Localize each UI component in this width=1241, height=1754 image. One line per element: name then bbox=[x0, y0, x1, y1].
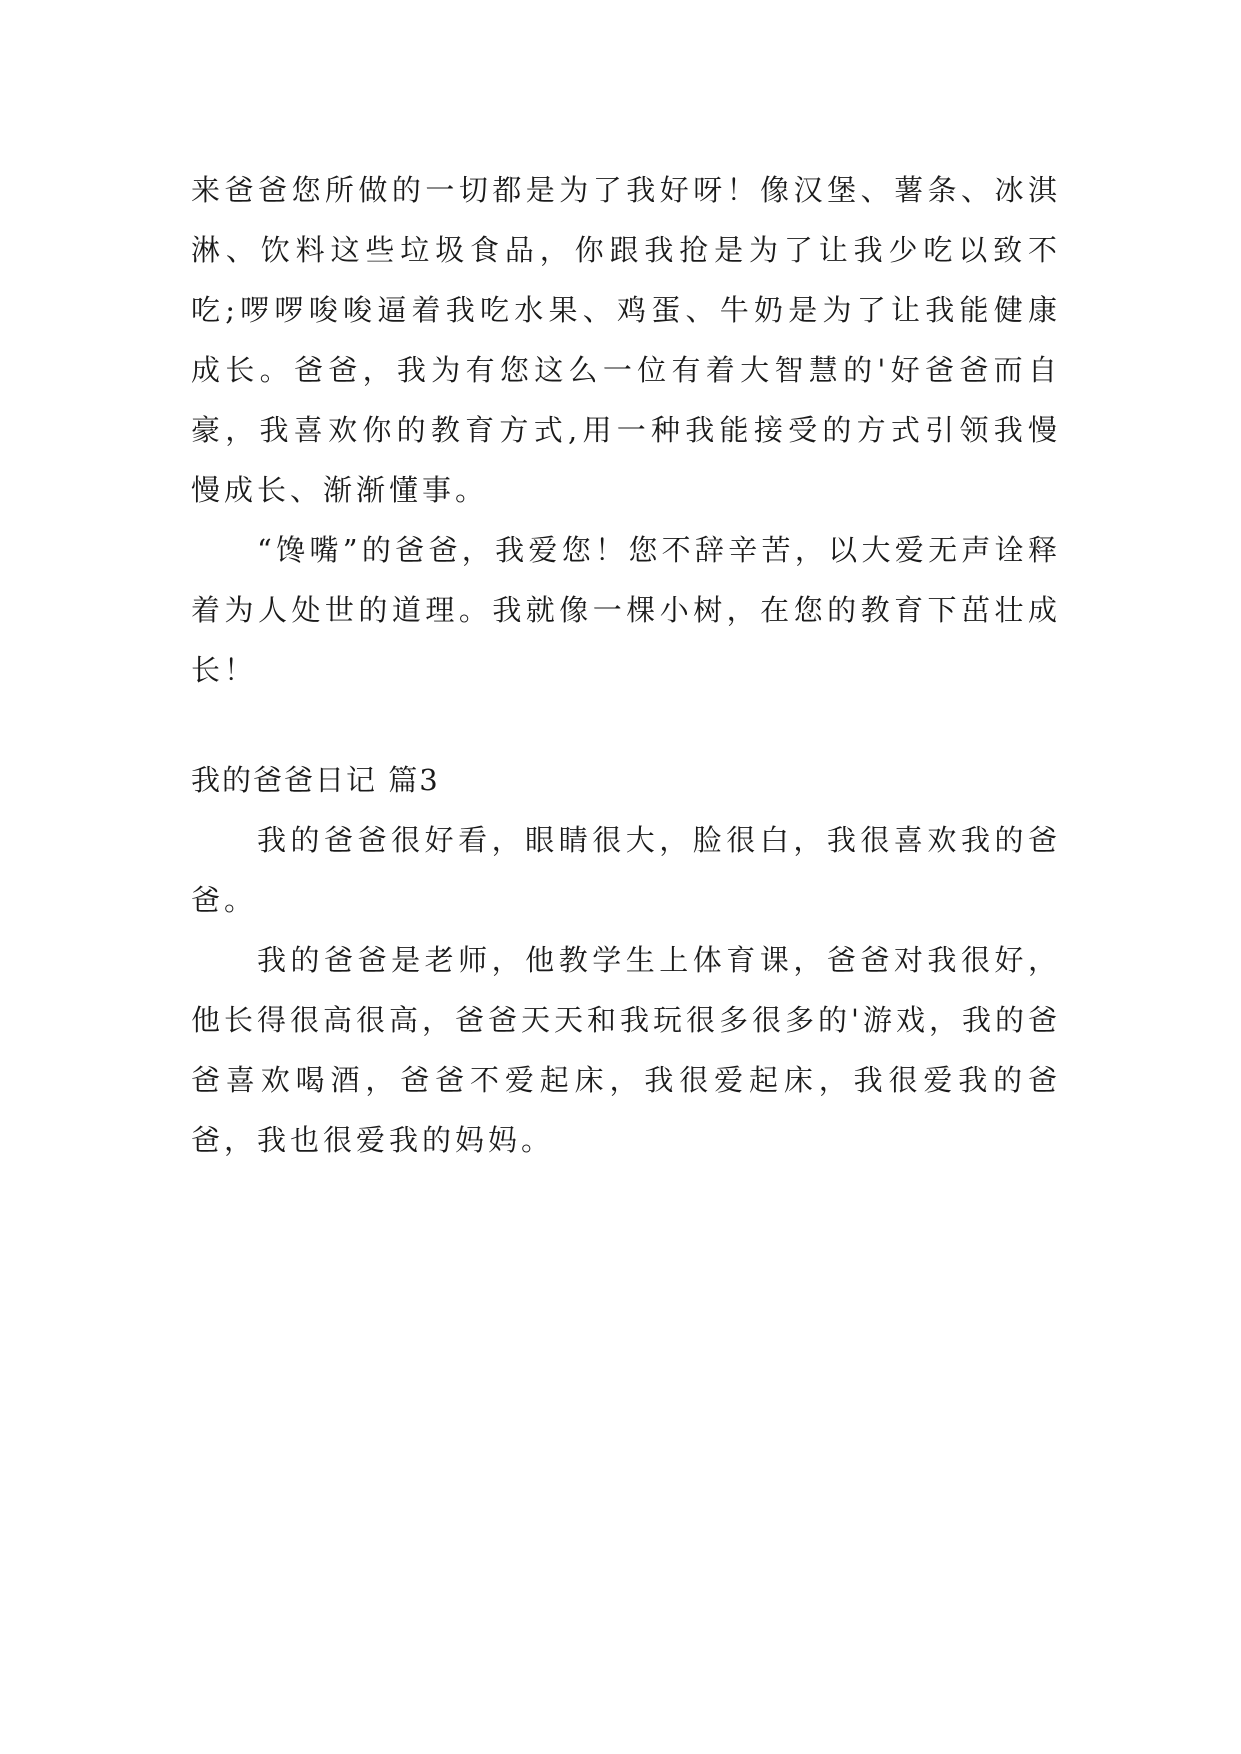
section-heading: 我的爸爸日记 篇3 bbox=[191, 763, 440, 797]
paragraph-description: 我的爸爸是老师，他教学生上体育课，爸爸对我很好，他长得很高很高，爸爸天天和我玩很多很多的'游戏，我的爸爸喜欢喝酒，爸爸不爱起床，我很爱起床，我很爱我的爸爸，我也很爱我的妈妈。 bbox=[191, 943, 1061, 1157]
document-body bbox=[191, 160, 1061, 1170]
paragraph-appearance: 我的爸爸很好看，眼睛很大，脸很白，我很喜欢我的爸爸。 bbox=[191, 823, 1061, 917]
paragraph-continued: 来爸爸您所做的一切都是为了我好呀！像汉堡、薯条、冰淇淋、饮料这些垃圾食品，你跟我抢是为了让我少吃以致不吃;啰啰唆唆逼着我吃水果、鸡蛋、牛奶是为了让我能健康成长。爸爸，我为有您这么一位有着大智慧的'好爸爸而自豪，我喜欢你的教育方式,用一种我能接受的方式引领我慢慢成长、渐渐懂事。 bbox=[191, 173, 1061, 507]
paragraph-closing: “馋嘴”的爸爸，我爱您！您不辞辛苦，以大爱无声诠释着为人处世的道理。我就像一棵小树，在您的教育下茁壮成长！ bbox=[191, 533, 1061, 687]
section-gap bbox=[191, 700, 1061, 750]
